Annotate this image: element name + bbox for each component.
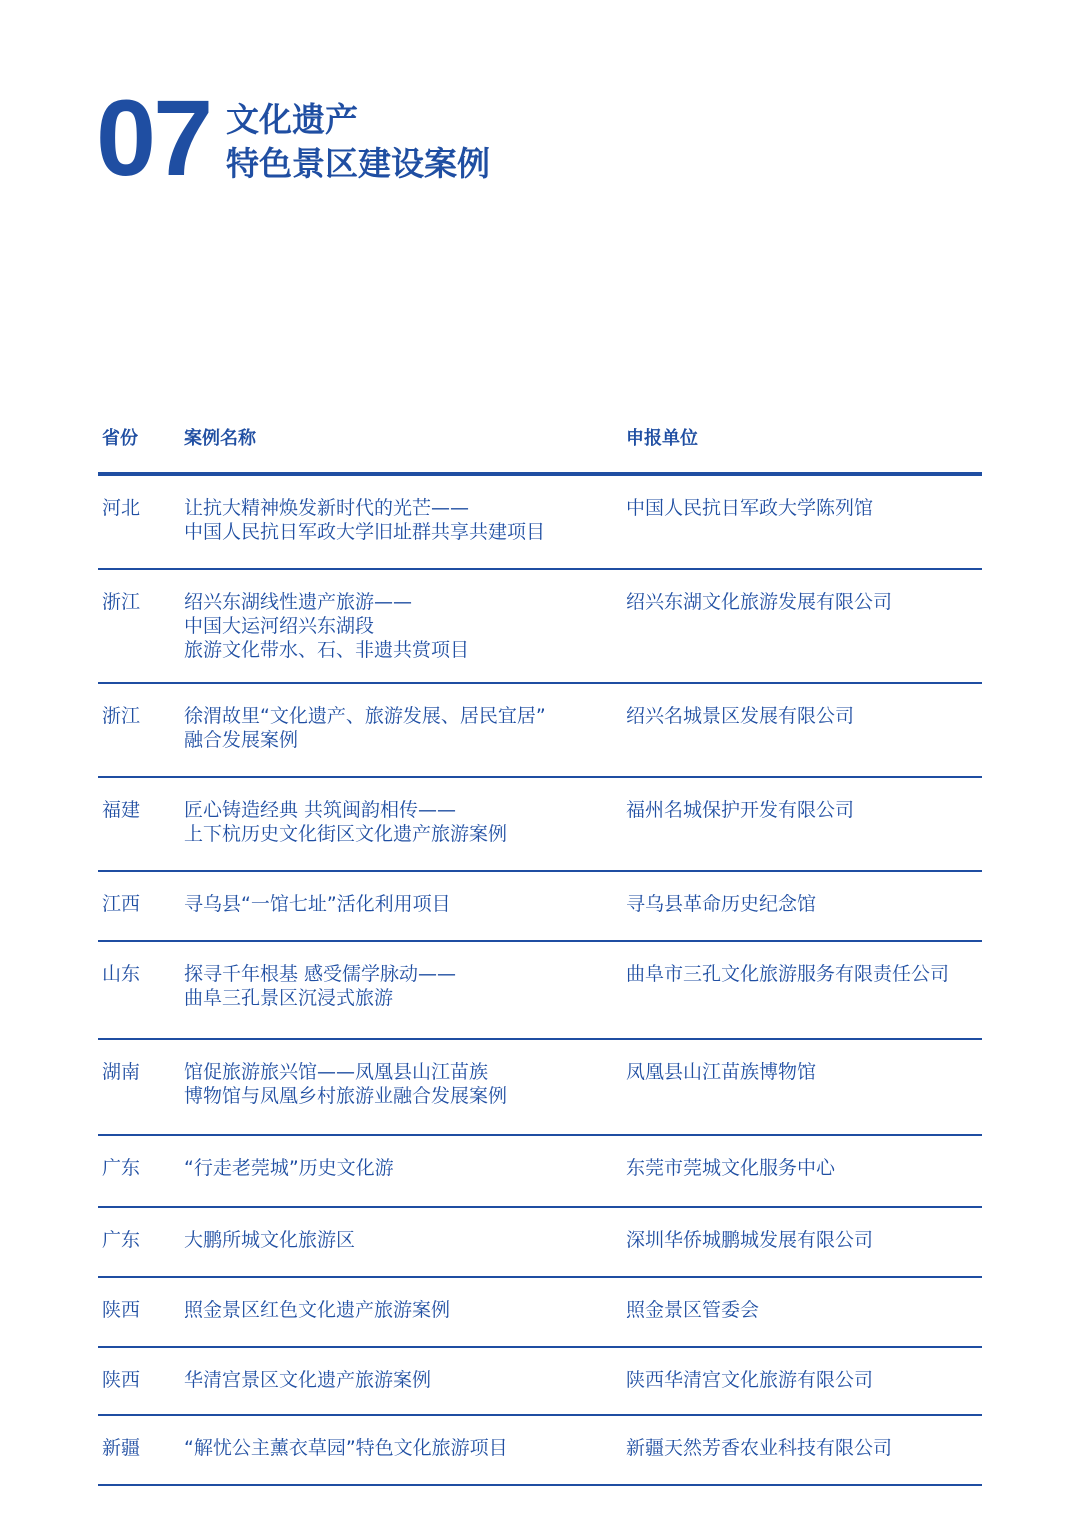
cell-case-name: [184, 1060, 614, 1108]
cell-province: 浙江: [102, 705, 141, 727]
cell-unit: 陕西华清宫文化旅游有限公司: [626, 1369, 874, 1391]
cell-province: 江西: [102, 893, 141, 915]
case-name-line: 中国人民抗日军政大学旧址群共享共建项目: [184, 521, 546, 543]
cell-province: 福建: [102, 799, 141, 821]
case-name-line: 绍兴东湖线性遗产旅游——: [184, 591, 413, 613]
cell-unit: 凤凰县山江苗族博物馆: [626, 1061, 817, 1083]
table-row: [98, 778, 982, 872]
table-row: [98, 476, 982, 570]
cell-case-name: [184, 798, 614, 846]
table-row: [98, 1208, 982, 1278]
cell-case-name: [184, 892, 614, 916]
table-row: [98, 570, 982, 684]
case-name-line: 曲阜三孔景区沉浸式旅游: [184, 987, 394, 1009]
section-title-line-1: 文化遗产: [226, 100, 358, 139]
case-name-line: 融合发展案例: [184, 729, 299, 751]
cell-case-name: [184, 496, 614, 544]
cell-case-name: [184, 1298, 614, 1322]
cell-case-name: [184, 1368, 614, 1392]
case-name-line: 博物馆与凤凰乡村旅游业融合发展案例: [184, 1085, 508, 1107]
cell-unit: 照金景区管委会: [626, 1299, 760, 1321]
case-name-line: 匠心铸造经典 共筑闽韵相传——: [184, 799, 457, 821]
cell-province: 广东: [102, 1157, 141, 1179]
cell-unit: 深圳华侨城鹏城发展有限公司: [626, 1229, 874, 1251]
cell-province: 河北: [102, 497, 141, 519]
table-body: [98, 476, 982, 1486]
cell-case-name: [184, 704, 614, 752]
cell-province: 陕西: [102, 1369, 141, 1391]
header-case-name: 案例名称: [184, 428, 256, 449]
case-name-line: 馆促旅游旅兴馆——凤凰县山江苗族: [184, 1061, 489, 1083]
case-name-line: 寻乌县“一馆七址”活化利用项目: [184, 893, 451, 915]
cell-unit: 新疆天然芳香农业科技有限公司: [626, 1437, 893, 1459]
cell-case-name: [184, 1156, 614, 1180]
case-name-line: 上下杭历史文化街区文化遗产旅游案例: [184, 823, 508, 845]
header-unit: 申报单位: [626, 428, 698, 449]
cell-province: 山东: [102, 963, 141, 985]
cell-province: 湖南: [102, 1061, 141, 1083]
cell-province: 广东: [102, 1229, 141, 1251]
header-province: 省份: [102, 428, 138, 449]
case-name-line: 徐渭故里“文化遗产、旅游发展、居民宜居”: [184, 705, 546, 727]
case-name-line: 大鹏所城文化旅游区: [184, 1229, 356, 1251]
case-table: [98, 410, 982, 1486]
cell-unit: 寻乌县革命历史纪念馆: [626, 893, 817, 915]
cell-unit: 东莞市莞城文化服务中心: [626, 1157, 836, 1179]
section-title: [226, 98, 646, 186]
case-name-line: “行走老莞城”历史文化游: [184, 1157, 394, 1179]
cell-province: 浙江: [102, 591, 141, 613]
case-name-line: 照金景区红色文化遗产旅游案例: [184, 1299, 451, 1321]
cell-unit: 中国人民抗日军政大学陈列馆: [626, 497, 874, 519]
table-row: [98, 872, 982, 942]
table-row: [98, 684, 982, 778]
cell-unit: 福州名城保护开发有限公司: [626, 799, 855, 821]
case-name-line: 中国大运河绍兴东湖段: [184, 615, 375, 637]
table-row: [98, 942, 982, 1040]
cell-case-name: [184, 1436, 614, 1460]
section-number: 07: [96, 77, 211, 198]
case-name-line: 旅游文化带水、石、非遗共赏项目: [184, 639, 470, 661]
cell-unit: 绍兴名城景区发展有限公司: [626, 705, 855, 727]
cell-case-name: [184, 1228, 614, 1252]
table-row: [98, 1278, 982, 1348]
case-name-line: 华清宫景区文化遗产旅游案例: [184, 1369, 432, 1391]
case-name-line: 让抗大精神焕发新时代的光芒——: [184, 497, 470, 519]
cell-case-name: [184, 590, 614, 662]
table-header: [98, 410, 982, 476]
case-name-line: “解忧公主薰衣草园”特色文化旅游项目: [184, 1437, 508, 1459]
table-row: [98, 1416, 982, 1486]
table-row: [98, 1348, 982, 1416]
cell-province: 陕西: [102, 1299, 141, 1321]
cell-unit: 曲阜市三孔文化旅游服务有限责任公司: [626, 963, 950, 985]
cell-unit: 绍兴东湖文化旅游发展有限公司: [626, 591, 893, 613]
cell-province: 新疆: [102, 1437, 141, 1459]
section-title-line-2: 特色景区建设案例: [226, 144, 490, 183]
case-name-line: 探寻千年根基 感受儒学脉动——: [184, 963, 457, 985]
cell-case-name: [184, 962, 614, 1010]
table-row: [98, 1136, 982, 1208]
table-row: [98, 1040, 982, 1136]
